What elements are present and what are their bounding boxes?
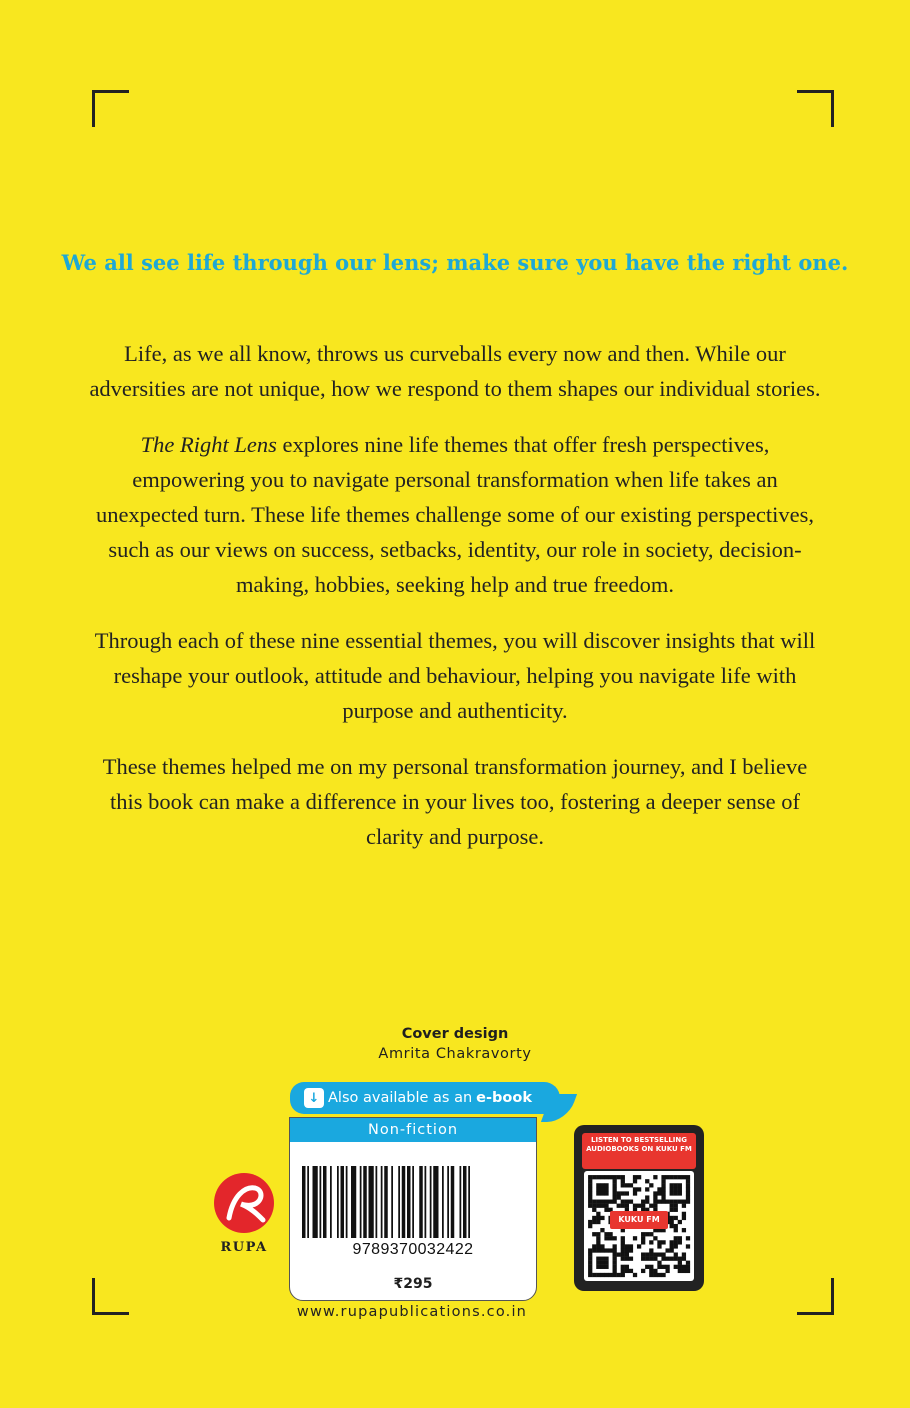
blurb-paragraph-1: Life, as we all know, throws us curveballs every now and then. While our adversities are not unique, how we respond to them shapes our individual stories.: [89, 341, 821, 401]
isbn-number: 9789370032422: [352, 1241, 474, 1258]
publisher-url: www.rupapublications.co.in: [296, 1304, 528, 1320]
tagline: We all see life through our lens; make sure you have the right one.: [61, 250, 849, 275]
crop-mark-bottom-left: [92, 1278, 129, 1315]
crop-mark-bottom-right: [797, 1278, 834, 1315]
blurb: [88, 336, 822, 875]
rupa-logo-text: RUPA: [220, 1240, 268, 1255]
blurb-paragraph-2-text: explores nine life themes that offer fresh perspectives, empowering you to navigate personal transformation when life takes an unexpected turn. These life themes challenge some of our existing perspectives, such as our views on success, setbacks, identity, our role in society, decision-making, hobbies, seeking help and true freedom.: [95, 432, 815, 597]
ebook-text: Also available as an: [328, 1090, 473, 1106]
kuku-fm-qr-card: [574, 1125, 704, 1291]
ebook-banner-tail: [541, 1094, 577, 1122]
ebook-bold: e-book: [476, 1090, 532, 1106]
ebook-banner: [290, 1082, 560, 1114]
barcode-panel: [289, 1117, 537, 1301]
barcode: [302, 1166, 524, 1238]
rupa-logo: [209, 1172, 279, 1255]
blurb-paragraph-2: [88, 427, 822, 602]
crop-mark-top-right: [797, 90, 834, 127]
kuku-fm-badge: KUKU FM: [610, 1211, 668, 1229]
kuku-headline: LISTEN TO BESTSELLING AUDIOBOOKS ON KUKU FM: [582, 1133, 696, 1169]
book-title: The Right Lens: [140, 432, 277, 457]
cover-credit-name: Amrita Chakravorty: [378, 1046, 532, 1062]
download-icon: ↓: [304, 1088, 324, 1108]
cover-credit-label: Cover design: [401, 1026, 509, 1042]
price: ₹295: [393, 1276, 433, 1292]
cover-credit: [280, 1024, 630, 1064]
blurb-paragraph-3: Through each of these nine essential themes, you will discover insights that will reshape your outlook, attitude and behaviour, helping you navigate life with purpose and authenticity.: [94, 628, 816, 723]
blurb-paragraph-4: These themes helped me on my personal transformation journey, and I believe this book can make a difference in your lives too, fostering a deeper sense of clarity and purpose.: [102, 754, 808, 849]
rupa-emblem-icon: [211, 1172, 277, 1234]
genre-label: Non-fiction: [290, 1118, 536, 1142]
crop-mark-top-left: [92, 90, 129, 127]
